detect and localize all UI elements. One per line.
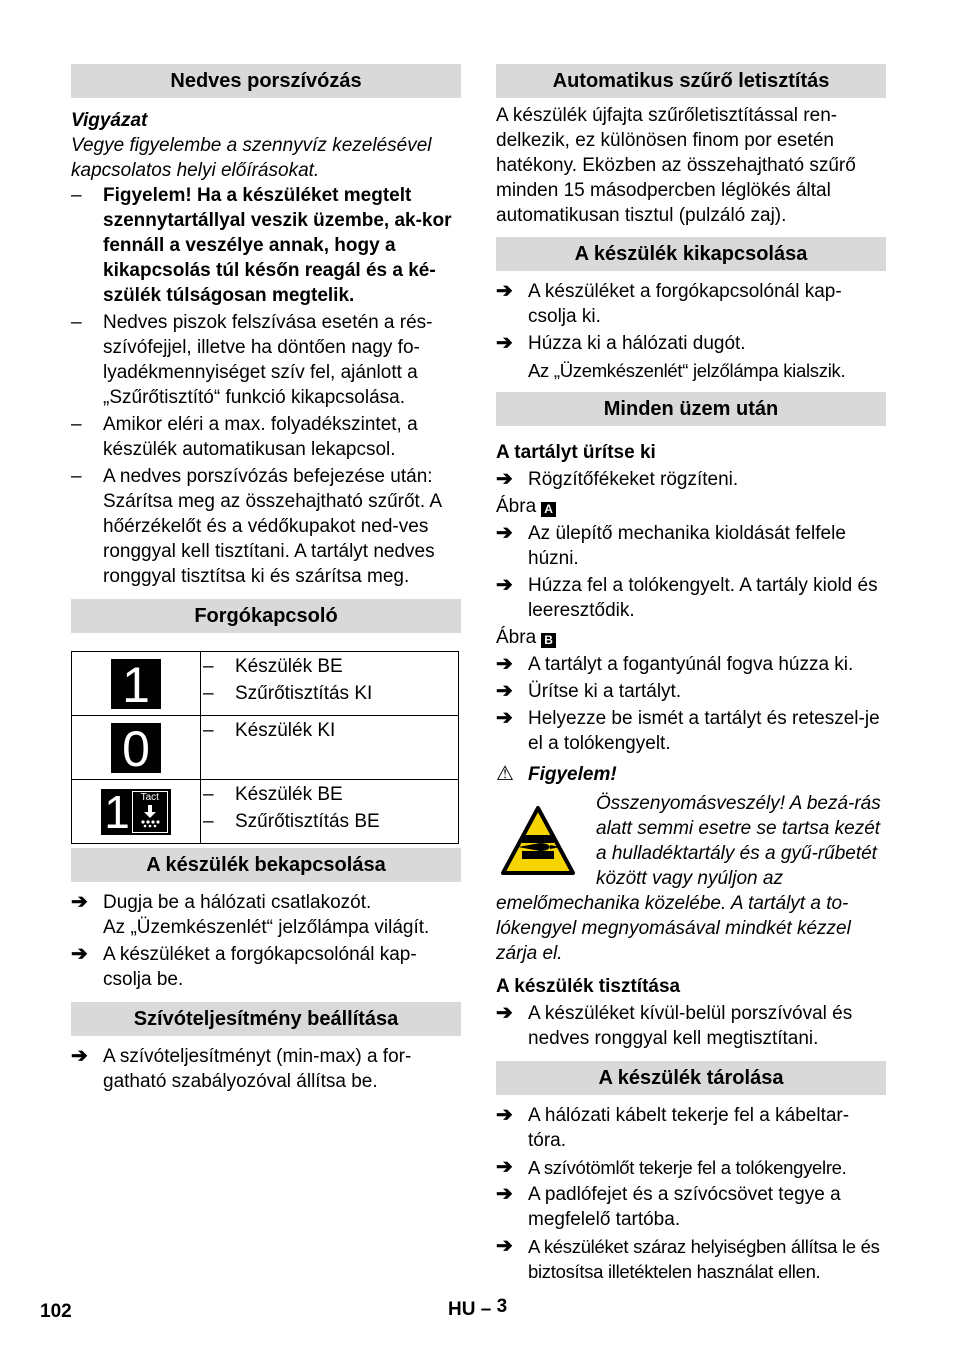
switch-symbol-cell [72, 780, 201, 844]
warning-icon: ⚠ [496, 763, 514, 785]
step-item [71, 942, 461, 992]
list-item [71, 464, 461, 589]
step-text: A készüléket száraz helyiségben állítsa le és biztosítsa illetéktelen használat ellen. [528, 1236, 880, 1282]
arrow-icon: ➔ [496, 332, 513, 354]
step-item [496, 1001, 886, 1051]
warning-header [496, 762, 886, 787]
warning-label: Figyelem! [528, 764, 617, 785]
warning-block [496, 791, 886, 966]
step-text: A hálózati kábelt tekerje fel a kábeltar-tóra. [528, 1105, 850, 1151]
switch-description-cell [201, 780, 459, 844]
switch-table [71, 651, 459, 844]
step-item [496, 573, 886, 623]
switch-line: Szűrőtisztítás BE [235, 811, 380, 832]
arrow-icon: ➔ [71, 943, 88, 965]
switch-description-cell [201, 716, 459, 780]
step-item [496, 331, 886, 356]
arrow-icon: ➔ [496, 468, 513, 490]
figure-reference: Ábra B [496, 625, 886, 650]
step-text: Helyezze be ismét a tartályt és reteszel-je el a tolókengyelt. [528, 708, 880, 754]
list-item [71, 183, 461, 308]
section-heading-switch-off: A készülék kikapcsolása [496, 237, 886, 271]
position-tact-icon: 1 Tact [101, 789, 171, 835]
dash-marker: – [203, 656, 214, 677]
step-text: Húzza ki a hálózati dugót. [528, 333, 746, 354]
section-heading-wet-vacuum: Nedves porszívózás [71, 64, 461, 98]
section-heading-auto-filter: Automatikus szűrő letisztítás [496, 64, 886, 98]
step-item [496, 679, 886, 704]
table-row [72, 716, 459, 780]
switch-symbol-cell [72, 716, 201, 780]
step-item [496, 1155, 886, 1180]
crush-hazard-icon [500, 805, 576, 877]
dash-marker: – [71, 414, 82, 435]
subheading-empty-tank: A tartályt ürítse ki [496, 442, 656, 463]
arrow-icon: ➔ [496, 574, 513, 596]
step-item [496, 467, 886, 492]
list-item-text: Figyelem! Ha a készüléket megtelt szennytartállyal veszik üzembe, ak-kor fennáll a veszélye annak, hogy a kikapcsolás túl későn reagál és a ké-szülék túlságosan megtelik. [103, 185, 452, 306]
step-text: A készüléket a forgókapcsolónál kap-csolja be. [103, 944, 417, 990]
step-text: A szívótömlőt tekerje fel a tolókengyelre. [528, 1157, 847, 1178]
section-heading-switch-on: A készülék bekapcsolása [71, 848, 461, 882]
pulse-arrow-icon [136, 804, 164, 828]
list-item [71, 412, 461, 462]
arrow-icon: ➔ [496, 1235, 513, 1257]
step-text: Az ülepítő mechanika kioldását felfele húzni. [528, 523, 846, 569]
list-item-text: Amikor eléri a max. folyadékszintet, a készülék automatikusan lekapcsol. [103, 414, 418, 460]
step-item [496, 1103, 886, 1153]
step-text: Rögzítőfékeket rögzíteni. [528, 469, 739, 490]
list-item-text: Nedves piszok felszívása esetén a rés-szívófejjel, illetve ha döntően nagy fo-lyadékmennyiséget szív fel, ajánlott a „Szűrőtisztító“ funkció kikapcsolása. [103, 312, 433, 408]
dash-marker: – [71, 466, 82, 487]
step-item [496, 652, 886, 677]
dash-marker: – [203, 811, 214, 832]
step-text: Ürítse ki a tartályt. [528, 681, 682, 702]
step-item [71, 890, 461, 915]
caution-label: Vigyázat [71, 110, 148, 131]
arrow-icon: ➔ [496, 1183, 513, 1205]
step-text: Dugja be a hálózati csatlakozót. [103, 892, 372, 913]
step-text: Húzza fel a tolókengyelt. A tartály kiold és leeresztődik. [528, 575, 878, 621]
auto-filter-text: A készülék újfajta szűrőletisztítással ren-delkezik, ez különösen finom por esetén hatékony. Eközben az összehajtható szűrő minden 15 másodpercben léglökés által automatikusan tisztul (pulzáló zaj). [496, 105, 856, 226]
switch-line: Szűrőtisztítás KI [235, 683, 373, 704]
dash-marker: – [71, 312, 82, 333]
step-item [496, 521, 886, 571]
switch-description-cell [201, 652, 459, 716]
caution-text: Vegye figyelembe a szennyvíz kezelésével kapcsolatos helyi előírásokat. [71, 135, 432, 181]
section-heading-suction-power: Szívóteljesítmény beállítása [71, 1002, 461, 1036]
step-text: A készüléket kívül-belül porszívóval és nedves ronggyal kell megtisztítani. [528, 1003, 853, 1049]
position-one-icon: 1 [111, 659, 161, 709]
arrow-icon: ➔ [496, 680, 513, 702]
switch-line: Készülék BE [235, 784, 343, 805]
figure-letter-a: A [541, 502, 556, 517]
step-text: A készüléket a forgókapcsolónál kap-csolja ki. [528, 281, 842, 327]
dash-marker: – [71, 185, 82, 206]
arrow-icon: ➔ [496, 707, 513, 729]
step-item [496, 1234, 886, 1284]
page-number: 102 [40, 1301, 72, 1322]
left-column [71, 64, 461, 1094]
arrow-icon: ➔ [496, 653, 513, 675]
dash-marker: – [203, 720, 214, 741]
step-item [71, 1044, 461, 1094]
arrow-icon: ➔ [496, 1104, 513, 1126]
arrow-icon: ➔ [496, 1156, 513, 1178]
figure-letter-b: B [541, 633, 556, 648]
arrow-icon: ➔ [496, 522, 513, 544]
arrow-icon: ➔ [496, 280, 513, 302]
dash-marker: – [203, 683, 214, 704]
arrow-icon: ➔ [496, 1002, 513, 1024]
warning-text: Összenyomásveszély! A bezá-rás alatt semmi esetre se tartsa kezét a hulladéktartály és a gyű-rűbetét között vagy nyúljon az emelőmechanika közelébe. A tartályt a to-lókengyel megnyomásával mindkét kézzel zárja el. [496, 793, 881, 964]
list-item [71, 310, 461, 410]
switch-line: Készülék BE [235, 656, 343, 677]
figure-reference: Ábra A [496, 494, 886, 519]
step-note: Az „Üzemkészenlét“ jelzőlámpa világít. [103, 917, 430, 938]
step-item [496, 706, 886, 756]
switch-symbol-cell [72, 652, 201, 716]
dash-marker: – [203, 784, 214, 805]
subheading-cleaning: A készülék tisztítása [496, 976, 681, 997]
arrow-icon: ➔ [71, 891, 88, 913]
step-text: A szívóteljesítményt (min-max) a for-gatható szabályozóval állítsa be. [103, 1046, 412, 1092]
position-zero-icon: 0 [111, 723, 161, 773]
step-item [496, 279, 886, 329]
arrow-icon: ➔ [71, 1045, 88, 1067]
table-row [72, 780, 459, 844]
list-item-text: A nedves porszívózás befejezése után: Szárítsa meg az összehajtható szűrőt. A hőérzékelőt és a védőkupakot ned-ves ronggyal kell tisztítani. A tartályt nedves ronggyal tisztítsa ki és szárítsa meg. [103, 466, 441, 587]
table-row [72, 652, 459, 716]
section-heading-storage: A készülék tárolása [496, 1061, 886, 1095]
section-heading-after-use: Minden üzem után [496, 392, 886, 426]
step-text: A tartályt a fogantyúnál fogva húzza ki. [528, 654, 854, 675]
step-item [496, 1182, 886, 1232]
step-text: A padlófejet és a szívócsövet tegye a megfelelő tartóba. [528, 1184, 841, 1230]
right-column [496, 64, 886, 1284]
footer-language: HU – 3 [448, 1296, 508, 1320]
step-note: Az „Üzemkészenlét“ jelzőlámpa kialszik. [528, 360, 846, 381]
section-heading-rotary-switch: Forgókapcsoló [71, 599, 461, 633]
switch-line: Készülék KI [235, 720, 336, 741]
